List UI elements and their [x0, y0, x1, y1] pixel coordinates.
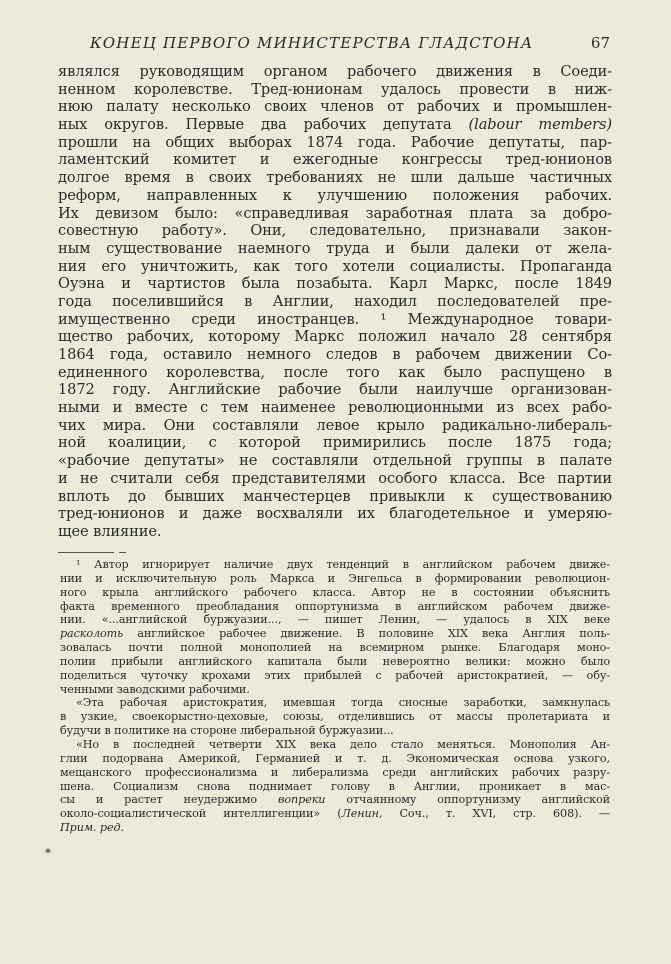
- footnote-line: [60, 752, 610, 766]
- footnote-line: [60, 821, 610, 835]
- text-segment: поделиться чуточку крохами этих прибылей с рабочей аристократией, — обу-: [60, 668, 610, 682]
- text-segment: 1872 году. Английские рабочие были наилучше организован-: [58, 381, 612, 399]
- footnote-line: [60, 641, 610, 655]
- running-header: [90, 34, 610, 56]
- text-line: [58, 328, 612, 346]
- italic-text: Прим. ред.: [60, 821, 124, 835]
- text-segment: ных округов. Первые два рабочих депутата: [58, 116, 469, 134]
- footnote-separator-dash: [119, 552, 126, 553]
- text-segment: реформ, направленных к улучшению положения рабочих.: [58, 186, 612, 204]
- text-line: [58, 275, 612, 293]
- text-line: [58, 240, 612, 258]
- footnote-line: [60, 572, 610, 586]
- text-segment: ¹ Автор игнорирует наличие двух тенденций в английском рабочем движе-: [76, 558, 610, 571]
- italic-text: вопреки: [277, 793, 326, 807]
- chapter-title: КОНЕЦ ПЕРВОГО МИНИСТЕРСТВА ГЛАДСТОНА: [90, 34, 534, 52]
- text-segment: глии подорвана Америкой, Германией и т. д. Экономическая основа узкого,: [60, 751, 610, 765]
- text-line: [58, 116, 612, 134]
- text-segment: «рабочие депутаты» не составляли отдельной группы в палате: [58, 452, 612, 470]
- footnote-line: [60, 807, 610, 821]
- text-segment: ламентский комитет и ежегодные конгрессы тред-юнионов: [58, 151, 612, 169]
- text-segment: мещанского профессионализма и либерализма среди английских рабочих разру-: [60, 765, 610, 779]
- text-line: [58, 63, 612, 81]
- text-segment: шена. Социализм снова поднимает голову в Англии, проникает в мас-: [60, 779, 610, 793]
- text-segment: чих мира. Они составляли левое крыло радикально-либераль-: [58, 416, 612, 434]
- text-segment: «Но в последней четверти XIX века дело стало меняться. Монополия Ан-: [76, 737, 610, 751]
- footnote-line: [60, 683, 610, 697]
- footnote-line: [60, 600, 610, 614]
- text-segment: ния его уничтожить, как того хотели социалисты. Пропаганда: [58, 257, 612, 275]
- text-segment: английское рабочее движение. В половине XIX века Англия поль-: [123, 627, 610, 641]
- footnote-line: [60, 655, 610, 669]
- text-segment: единенного королевства, после того как было распущено в: [58, 363, 612, 381]
- text-segment: факта временного преобладания оппортунизма в английском рабочем движе-: [60, 599, 610, 613]
- text-line: [58, 134, 612, 152]
- footnote-line: [60, 696, 610, 710]
- text-segment: щее влияние.: [58, 522, 162, 540]
- text-segment: 1864 года, оставило немного следов в рабочем движении Со-: [58, 346, 612, 363]
- footnote-line: [60, 586, 610, 600]
- text-line: [58, 470, 612, 488]
- text-segment: ченными заводскими рабочими.: [60, 682, 250, 696]
- text-line: [58, 81, 612, 99]
- text-segment: отчаянному оппортунизму английской: [325, 793, 610, 807]
- footnote-separator: [58, 552, 114, 553]
- text-segment: нии и исключительную роль Маркса и Энгельса в формировании революцион-: [60, 571, 610, 585]
- text-line: [58, 151, 612, 169]
- text-segment: ного крыла английского рабочего класса. Автор не в состоянии объяснить: [60, 585, 610, 599]
- text-line: [58, 346, 612, 364]
- text-segment: щество рабочих, которому Маркс положил начало 28 сентября: [58, 328, 612, 346]
- text-segment: нии. «...английской буржуазии..., — пишет Ленин, — удалось в XIX веке: [60, 613, 610, 627]
- text-line: [58, 187, 612, 205]
- text-segment: , Соч., т. XVI, стр. 608). —: [378, 807, 610, 821]
- page-number: 67: [590, 34, 610, 52]
- text-segment: в узкие, своекорыстно-цеховые, союзы, отделившись от массы пролетариата и: [60, 710, 610, 724]
- text-line: [58, 169, 612, 187]
- text-line: [58, 222, 612, 240]
- text-segment: совестную работу». Они, следовательно, признавали закон-: [58, 222, 612, 240]
- text-segment: ненном королевстве. Тред-юнионам удалось провести в ниж-: [58, 80, 612, 98]
- italic-text: расколоть: [60, 627, 124, 641]
- text-segment: имущественно среди иностранцев. ¹ Международное товари-: [58, 310, 612, 328]
- footnote-line: [60, 793, 610, 807]
- text-segment: полии прибыли английского капитала были невероятно велики: можно было: [60, 654, 610, 668]
- text-line: [58, 505, 612, 523]
- footnote-line: [60, 738, 610, 752]
- footnote-line: [60, 724, 610, 738]
- text-line: [58, 98, 612, 116]
- text-line: [58, 523, 612, 541]
- text-segment: Оуэна и чартистов была позабыта. Карл Маркс, после 1849: [58, 275, 612, 293]
- text-line: [58, 417, 612, 435]
- italic-text: Ленин: [341, 807, 379, 821]
- text-line: [58, 381, 612, 399]
- text-line: [58, 399, 612, 417]
- text-line: [58, 364, 612, 382]
- text-line: [58, 293, 612, 311]
- footnote-line: [60, 558, 610, 572]
- footnote-line: [60, 766, 610, 780]
- text-segment: около-социалистической интеллигенции» (: [60, 807, 342, 821]
- text-segment: ным существование наемного труда и были далеки от жела-: [58, 239, 612, 257]
- text-segment: сы и растет неудержимо: [60, 793, 278, 807]
- footnote-line: [60, 669, 610, 683]
- text-line: [58, 434, 612, 452]
- text-segment: ной коалиции, с которой примирились после 1875 года;: [58, 434, 612, 452]
- footnote-line: [60, 627, 610, 641]
- text-segment: вплоть до бывших манчестерцев привыкли к существованию: [58, 487, 612, 505]
- text-segment: ными и вместе с тем наименее революционными из всех рабо-: [58, 399, 612, 417]
- italic-text: (labour members): [468, 116, 612, 134]
- footnote-line: [60, 613, 610, 627]
- footnotes: [60, 558, 610, 835]
- print-mark: *: [45, 846, 51, 860]
- footnote-line: [60, 710, 610, 724]
- text-line: [58, 488, 612, 506]
- main-text: [58, 63, 612, 541]
- text-line: [58, 258, 612, 276]
- text-segment: зовалась почти полной монополией на всемирном рынке. Благодаря моно-: [60, 641, 610, 655]
- text-segment: будучи в политике на стороне либеральной буржуазии...: [60, 724, 394, 738]
- text-segment: года поселившийся в Англии, находил последователей пре-: [58, 292, 612, 310]
- text-line: [58, 205, 612, 223]
- text-segment: «Эта рабочая аристократия, имевшая тогда сносные заработки, замкнулась: [76, 696, 610, 710]
- text-segment: нюю палату несколько своих членов от рабочих и промышлен-: [58, 98, 612, 116]
- text-segment: являлся руководящим органом рабочего движения в Соеди-: [58, 63, 612, 80]
- text-segment: долгое время в своих требованиях не шли дальше частичных: [58, 169, 612, 187]
- footnote-line: [60, 780, 610, 794]
- text-segment: прошли на общих выборах 1874 года. Рабочие депутаты, пар-: [58, 133, 612, 151]
- text-line: [58, 452, 612, 470]
- text-segment: Их девизом было: «справедливая заработная плата за добро-: [58, 204, 612, 222]
- text-line: [58, 311, 612, 329]
- text-segment: тред-юнионов и даже восхваляли их благодетельное и умеряю-: [58, 505, 612, 523]
- text-segment: и не считали себя представителями особого класса. Все партии: [58, 469, 612, 487]
